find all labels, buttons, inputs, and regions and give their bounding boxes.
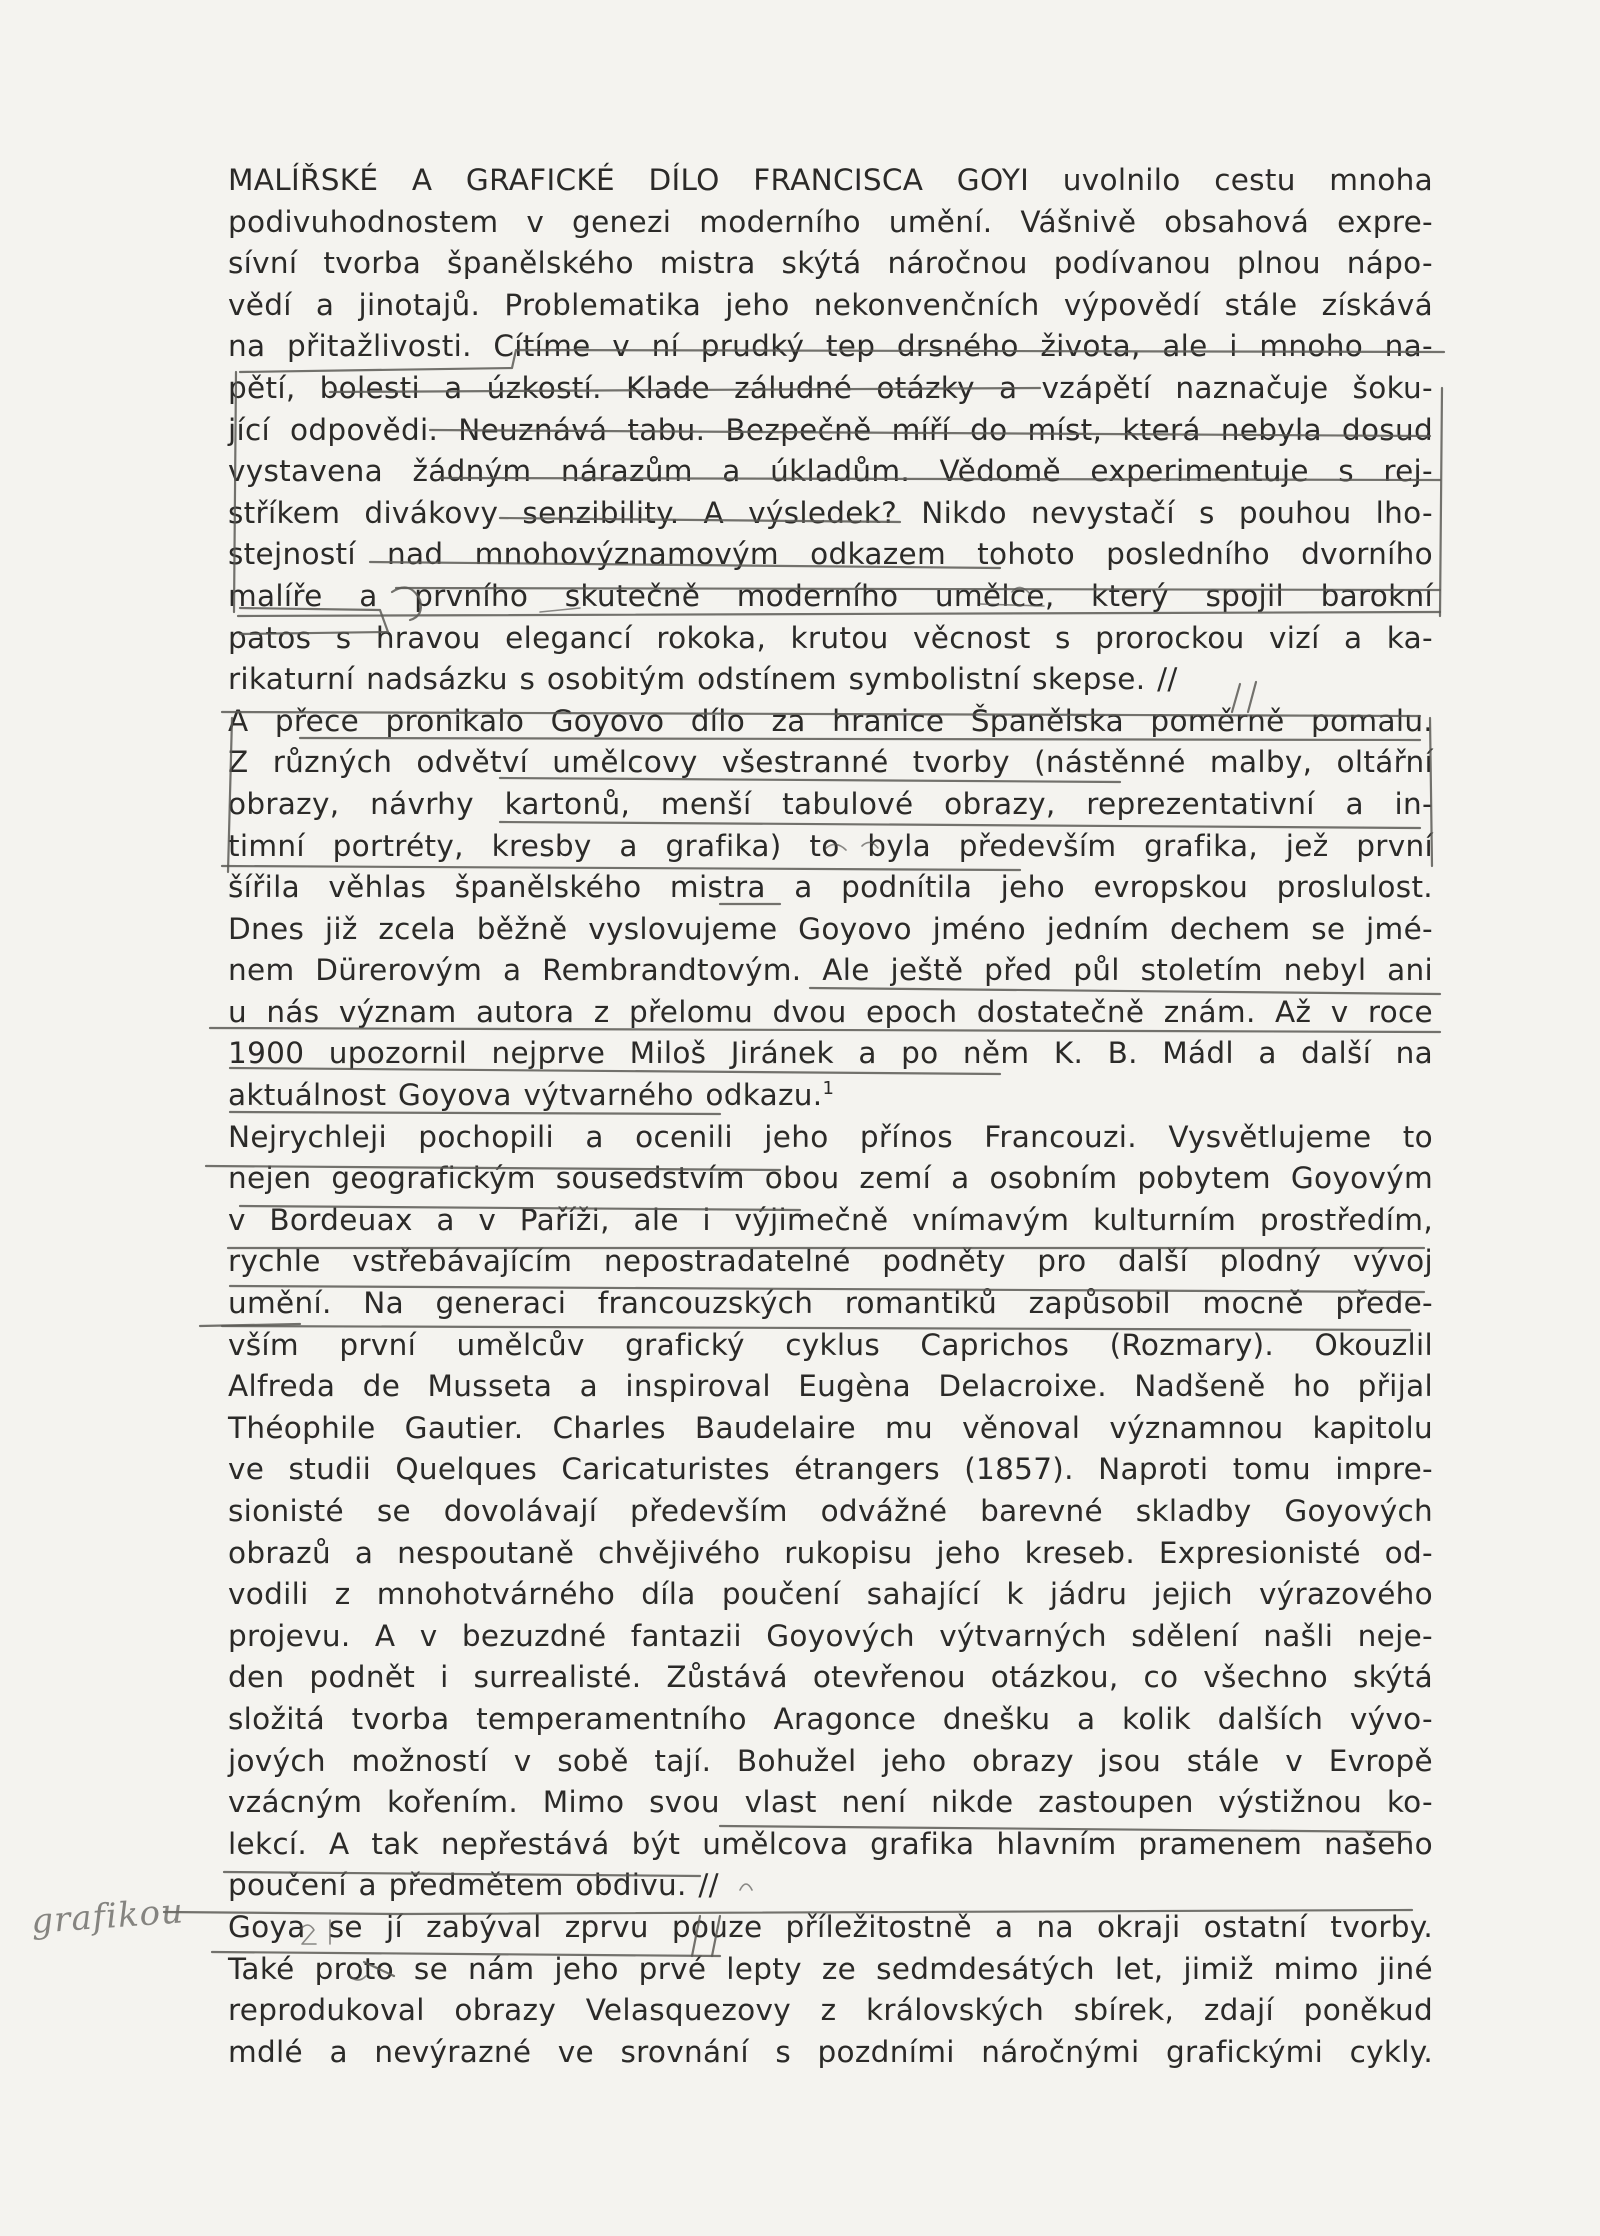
text-line: pětí, bolesti a úzkostí. Klade záludné otázky a vzápětí naznačuje šoku- — [228, 370, 1433, 405]
text-line: vodili z mnohotvárného díla poučení sahající k jádru jejich výrazového — [228, 1577, 1433, 1612]
text-line: na přitažlivosti. Cítíme v ní prudký tep drsného života, ale i mnoho na- — [228, 329, 1433, 364]
text-line: vystavena žádným nárazům a úkladům. Vědomě experimentuje s rej- — [228, 454, 1433, 489]
text-line — [228, 1075, 1433, 1117]
text-line: Goya se jí zabýval zprvu pouze příležitostně a na okraji ostatní tvorby. — [228, 1909, 1433, 1944]
text-line: sionisté se dovolávají především odvážné barevné skladby Goyových — [228, 1494, 1433, 1528]
text-line: malíře a prvního skutečně moderního umělce, který spojil barokní — [228, 578, 1433, 613]
text-line: Nejrychleji pochopili a ocenili jeho přínos Francouzi. Vysvětlujeme to — [228, 1119, 1433, 1154]
text-line: šířila věhlas španělského mistra a podnítila jeho evropskou proslulost. — [228, 870, 1433, 905]
text-line: stejností nad mnohovýznamovým odkazem tohoto posledního dvorního — [228, 537, 1433, 572]
text-line: MALÍŘSKÉ A GRAFICKÉ DÍLO FRANCISCA GOYI uvolnilo cestu mnoha — [228, 163, 1433, 197]
paragraph-intro — [228, 160, 1433, 701]
text-line: podivuhodnostem v genezi moderního umění. Vášnivě obsahová expre- — [228, 204, 1433, 239]
text-line: obrazy, návrhy kartonů, menší tabulové obrazy, reprezentativní a in- — [228, 786, 1433, 821]
typed-text-body — [228, 160, 1433, 2073]
text-line: jových možností v sobě tají. Bohužel jeho obrazy jsou stále v Evropě — [228, 1743, 1433, 1778]
text-line: poučení a předmětem obdivu. // — [228, 1868, 719, 1903]
text-line: ve studii Quelques Caricaturistes étrangers (1857). Naproti tomu impre- — [228, 1452, 1433, 1487]
text-line: jící odpovědi. Neuznává tabu. Bezpečně míří do míst, která nebyla dosud — [228, 412, 1433, 447]
paragraph-reception — [228, 701, 1433, 1117]
text-line: mdlé a nevýrazné ve srovnání s pozdními náročnými grafickými cykly. — [228, 2034, 1433, 2069]
text-line: v Bordeuax a v Paříži, ale i výjimečně vnímavým kulturním prostředím, — [228, 1202, 1433, 1237]
text-line: u nás význam autora z přelomu dvou epoch dostatečně znám. Až v roce — [228, 994, 1433, 1029]
text-line: Alfreda de Musseta a inspiroval Eugèna Delacroixe. Nadšeně ho přijal — [228, 1369, 1433, 1404]
paragraph-french — [228, 1117, 1433, 1907]
footnote-marker: 1 — [822, 1078, 835, 1100]
text-line: den podnět i surrealisté. Zůstává otevřenou otázkou, co všechno skýtá — [228, 1660, 1433, 1695]
text-line: A přece pronikalo Goyovo dílo za hranice Španělska poměrně pomalu. — [228, 703, 1433, 738]
paragraph-graphics — [228, 1907, 1433, 2073]
text-line: vědí a jinotajů. Problematika jeho nekonvenčních výpovědí stále získává — [228, 287, 1433, 322]
text-line: vzácným kořením. Mimo svou vlast není nikde zastoupen výstižnou ko- — [228, 1785, 1433, 1820]
text-line: vším první umělcův grafický cyklus Caprichos (Rozmary). Okouzlil — [228, 1327, 1433, 1362]
text-line: rychle vstřebávajícím nepostradatelné podněty pro další plodný vývoj — [228, 1244, 1433, 1279]
text-line: složitá tvorba temperamentního Aragonce dnešku a kolik dalších vývo- — [228, 1701, 1433, 1736]
text-line: patos s hravou elegancí rokoka, krutou věcnost s prorockou vizí a ka- — [228, 620, 1433, 655]
text-line: umění. Na generaci francouzských romantiků zapůsobil mocně přede- — [228, 1286, 1433, 1321]
text-line: sívní tvorba španělského mistra skýtá náročnou podívanou plnou nápo- — [228, 246, 1433, 281]
text-line: nejen geografickým sousedstvím obou zemí a osobním pobytem Goyovým — [228, 1161, 1433, 1196]
pencil-bracket-right-1 — [1440, 388, 1442, 616]
text-line: lekcí. A tak nepřestává být umělcova grafika hlavním pramenem našeho — [228, 1826, 1433, 1861]
text-line: nem Dürerovým a Rembrandtovým. Ale ještě před půl stoletím nebyl ani — [228, 953, 1433, 988]
text-line: stříkem divákovy senzibility. A výsledek? Nikdo nevystačí s pouhou lho- — [228, 495, 1433, 530]
text-line-content: aktuálnost Goyova výtvarného odkazu. — [228, 1078, 823, 1113]
text-line: 1900 upozornil nejprve Miloš Jiránek a po něm K. B. Mádl a další na — [228, 1036, 1433, 1071]
text-line: Théophile Gautier. Charles Baudelaire mu věnoval významnou kapitolu — [228, 1410, 1433, 1445]
text-line: rikaturní nadsázku s osobitým odstínem symbolistní skepse. // — [228, 662, 1178, 697]
text-line: obrazů a nespoutaně chvějivého rukopisu jeho kreseb. Expresionisté od- — [228, 1535, 1433, 1570]
text-line: Z různých odvětví umělcovy všestranné tvorby (nástěnné malby, oltářní — [228, 745, 1433, 780]
margin-note-grafikou: grafikou — [30, 1891, 186, 1942]
text-line: reprodukoval obrazy Velasquezovy z královských sbírek, zdají poněkud — [228, 1993, 1433, 2028]
text-line: timní portréty, kresby a grafika) to byla především grafika, jež první — [228, 828, 1433, 863]
text-line: projevu. A v bezuzdné fantazii Goyových výtvarných sdělení našli neje- — [228, 1618, 1433, 1653]
text-line: Dnes již zcela běžně vyslovujeme Goyovo jméno jedním dechem se jmé- — [228, 911, 1433, 946]
text-line: Také proto se nám jeho prvé lepty ze sedmdesátých let, jimiž mimo jiné — [228, 1951, 1433, 1986]
